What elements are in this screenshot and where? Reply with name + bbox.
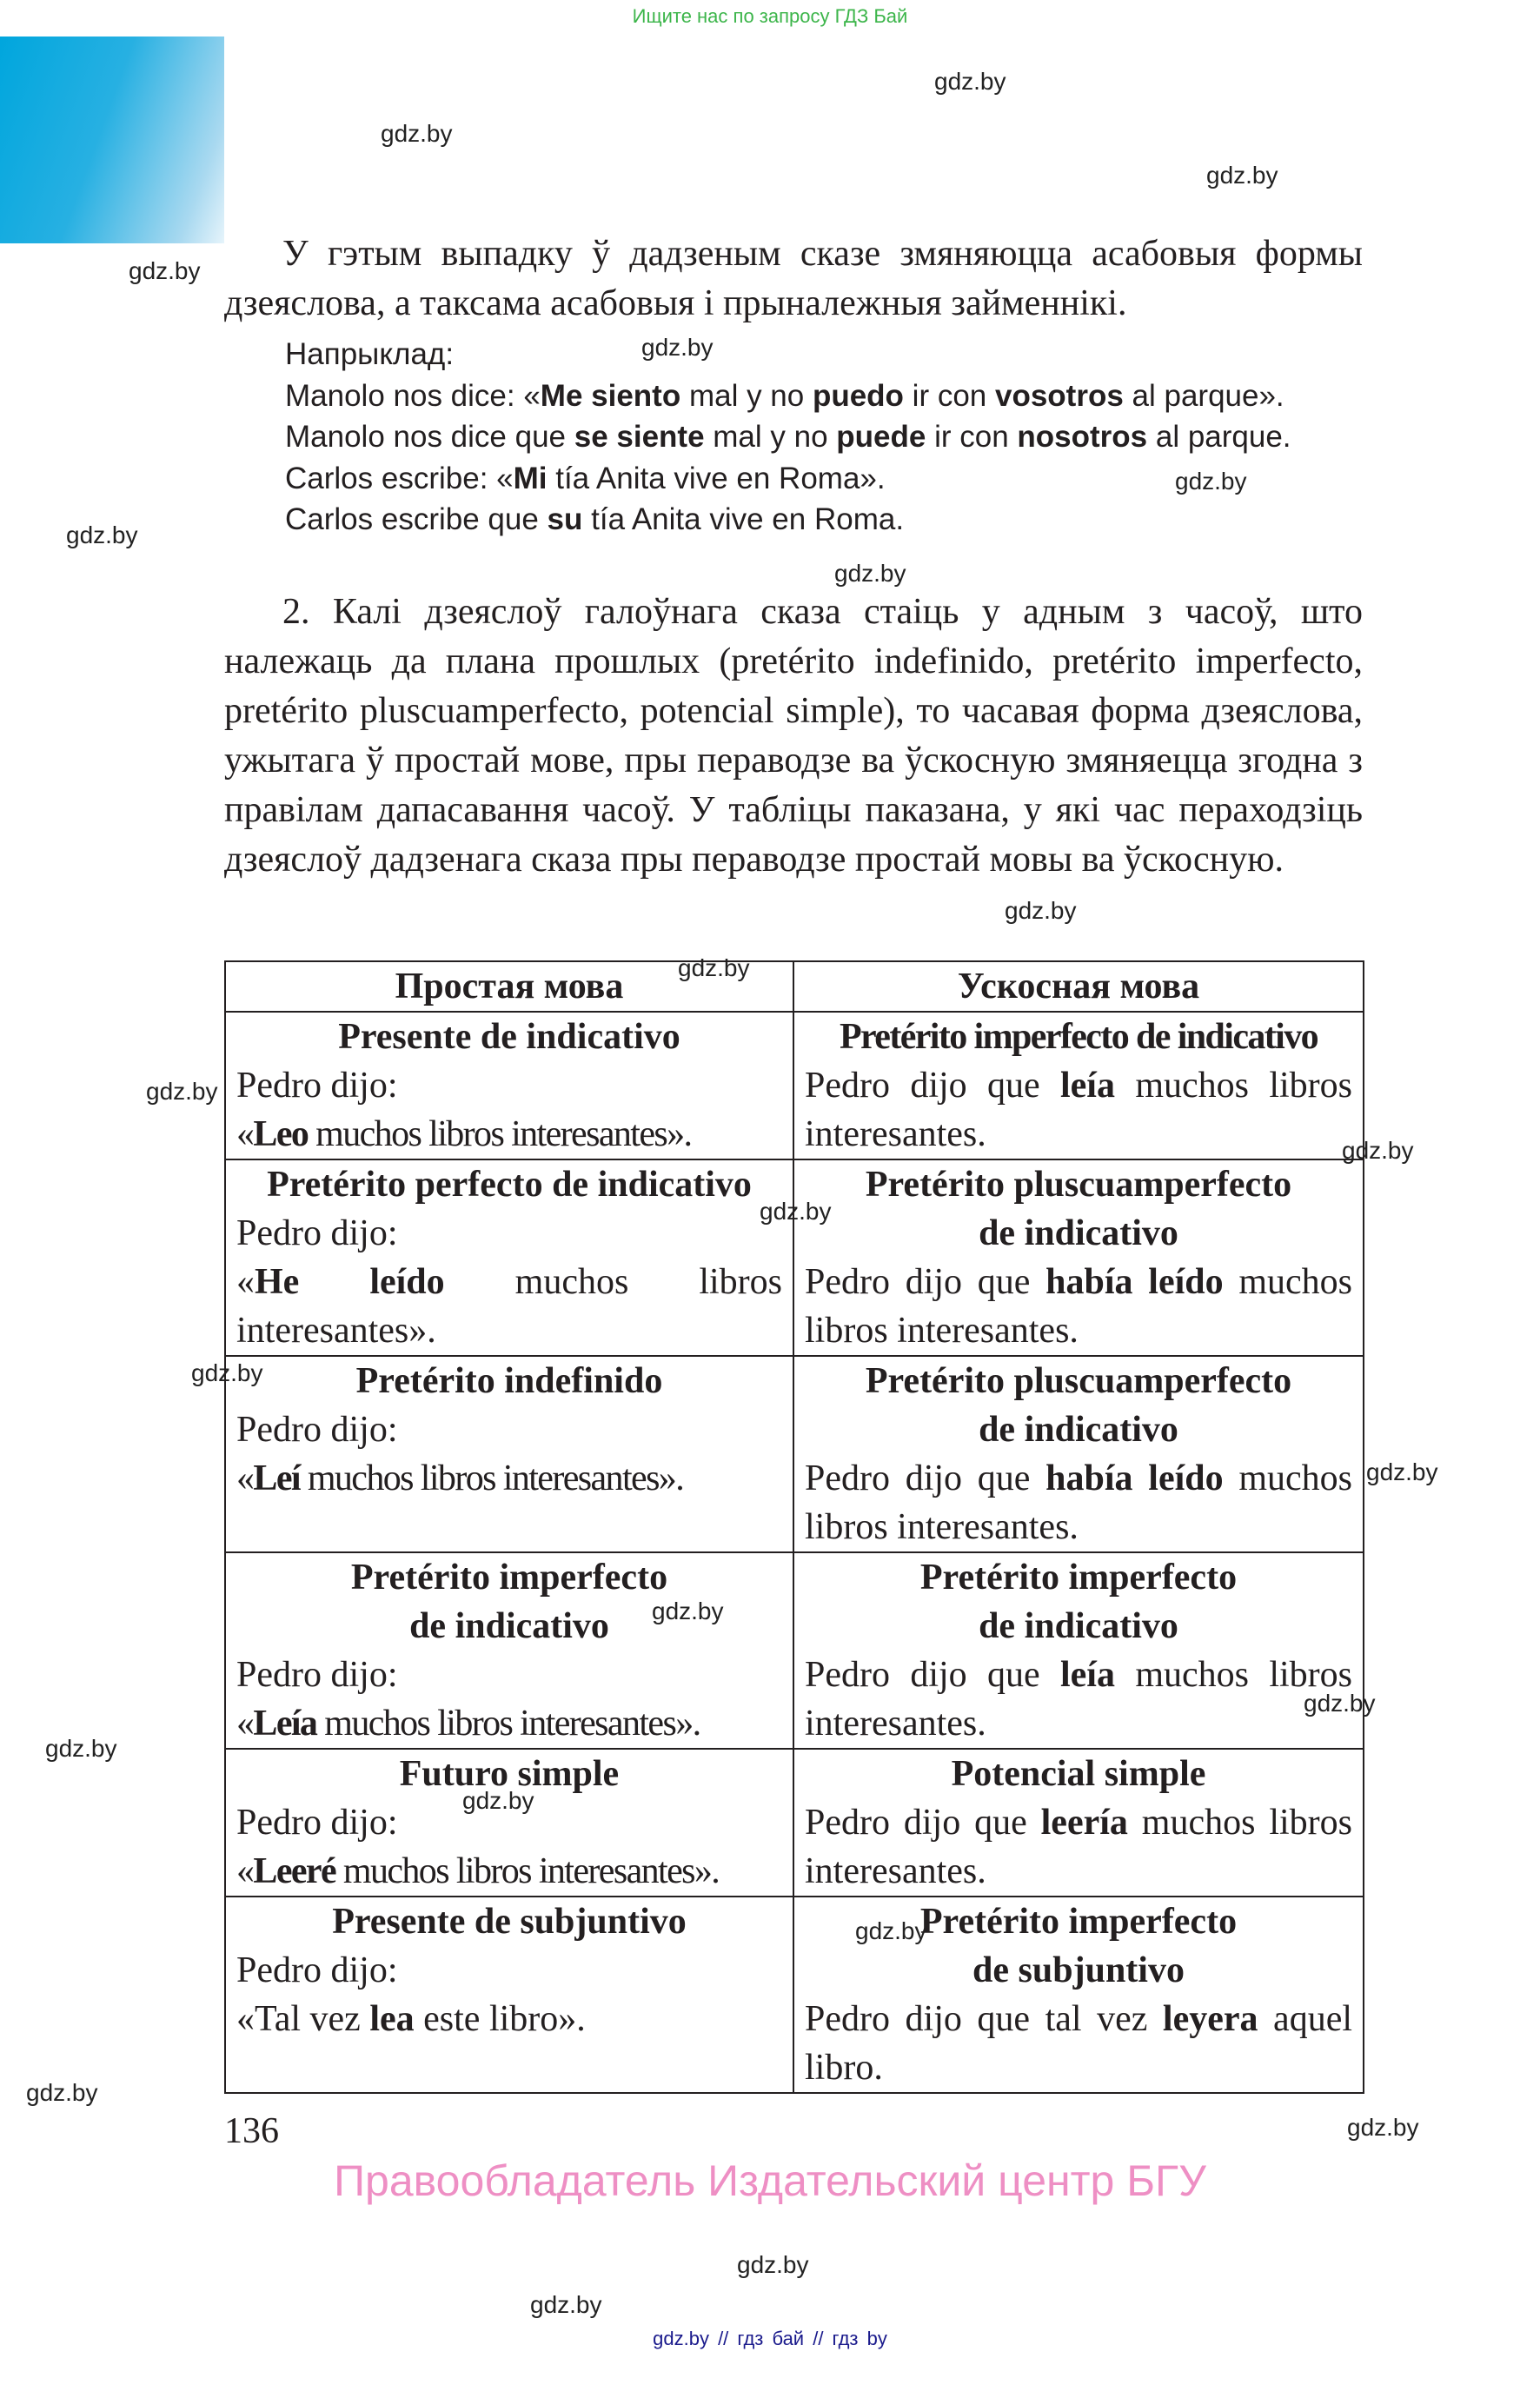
watermark: gdz.by — [191, 1359, 263, 1386]
intro-paragraph: У гэтым выпадку ў дадзеным сказе змяняюцца асабовыя формы дзеяслова, а таксама асабовыя і прыналежныя займеннікі. — [224, 234, 1363, 323]
direct-quote: «Leía muchos libros interesantes». — [236, 1704, 700, 1744]
table-row — [225, 1356, 1364, 1552]
direct-speech-cell — [225, 1552, 793, 1749]
watermark: gdz.by — [66, 522, 138, 548]
speaker-line: Pedro dijo: — [236, 1410, 398, 1450]
page-number: 136 — [224, 2111, 279, 2151]
watermark: gdz.by — [652, 1598, 724, 1624]
indirect-speech-cell — [793, 1749, 1364, 1897]
watermark: gdz.by — [381, 120, 453, 147]
table-body — [225, 1012, 1364, 2093]
example-line: Carlos escribe que su tía Anita vive en Roma. — [285, 502, 905, 536]
tense-name: de subjuntivo — [972, 1950, 1185, 1990]
rule-2-paragraph: 2. Калі дзеяслоў галоўнага сказа стаіць у адным з часоў, што належаць да плана прошлых (pretérito indefinido, pretérito imperfecto, pretérito pluscuamperfecto, potencial simple), то часавая форма дзеяслова, ужытага ў простай мове, пры пераводзе ва ўскосную змяняецца згодна з правілам дапасавання часоў. У табліцы паказана, у які час пераходзіць дзеяслоў дадзенага сказа пры пераводзе простай мовы ва ўскосную. — [224, 592, 1363, 880]
watermark: gdz.by — [1342, 1137, 1414, 1164]
tense-name: de indicativo — [409, 1606, 609, 1646]
table-row — [225, 1012, 1364, 1159]
watermark: gdz.by — [462, 1787, 534, 1814]
watermark: gdz.by — [1304, 1690, 1376, 1717]
indirect-sentence: Pedro dijo que había leído muchos libros interesantes. — [805, 1262, 1352, 1351]
tense-name: Pretérito pluscuamperfecto — [865, 1361, 1292, 1401]
indirect-sentence: Pedro dijo que leía muchos libros interesantes. — [805, 1655, 1352, 1744]
watermark: gdz.by — [530, 2291, 602, 2318]
tense-table — [224, 960, 1364, 2094]
rule-2-block — [224, 588, 1363, 885]
indirect-speech-cell — [793, 1552, 1364, 1749]
table-row — [225, 1552, 1364, 1749]
example-label: Напрыклад: — [285, 337, 455, 371]
direct-quote: «He leído muchos libros interesantes». — [236, 1262, 782, 1351]
watermark: gdz.by — [737, 2251, 809, 2278]
tense-name: de indicativo — [979, 1606, 1178, 1646]
tense-name: Pretérito perfecto de indicativo — [267, 1165, 752, 1205]
direct-speech-cell — [225, 1749, 793, 1897]
column-header-direct-speech: Простая мова — [225, 961, 793, 1012]
tense-name: Futuro simple — [399, 1754, 620, 1794]
direct-quote: «Leí muchos libros interesantes». — [236, 1458, 684, 1498]
tense-name: Pretérito indefinido — [355, 1361, 663, 1401]
tense-name: de indicativo — [979, 1213, 1178, 1253]
example-line: Manolo nos dice que se siente mal y no puede ir con nosotros al parque. — [285, 420, 1291, 454]
watermark: gdz.by — [1175, 468, 1247, 495]
watermark: gdz.by — [641, 334, 714, 361]
example-line: Manolo nos dice: «Me siento mal y no puedo ir con vosotros al parque». — [285, 378, 1284, 413]
direct-speech-cell — [225, 1159, 793, 1356]
tense-name: Pretérito imperfecto — [350, 1558, 668, 1598]
speaker-line: Pedro dijo: — [236, 1655, 398, 1695]
watermark: gdz.by — [45, 1735, 117, 1762]
tense-name: Presente de indicativo — [338, 1017, 680, 1057]
speaker-line: Pedro dijo: — [236, 1066, 398, 1106]
watermark: gdz.by — [1206, 162, 1278, 189]
indirect-speech-cell — [793, 1159, 1364, 1356]
watermark: gdz.by — [129, 257, 201, 284]
tense-name: de indicativo — [979, 1410, 1178, 1450]
tense-name: Pretérito imperfecto — [919, 1558, 1238, 1598]
direct-speech-cell — [225, 1012, 793, 1159]
watermark: gdz.by — [1347, 2114, 1419, 2141]
indirect-sentence: Pedro dijo que había leído muchos libros interesantes. — [805, 1458, 1352, 1547]
speaker-line: Pedro dijo: — [236, 1803, 398, 1843]
table-row — [225, 1897, 1364, 2093]
tense-name: Pretérito imperfecto de indicativo — [839, 1017, 1318, 1057]
indirect-sentence: Pedro dijo que tal vez leyera aquel libro. — [805, 1999, 1353, 2088]
direct-quote: «Leeré muchos libros interesantes». — [236, 1851, 720, 1891]
direct-quote: «Leo muchos libros interesantes». — [236, 1114, 692, 1154]
watermark: gdz.by — [760, 1198, 832, 1225]
watermark: gdz.by — [26, 2079, 98, 2106]
table-row — [225, 1749, 1364, 1897]
watermark: gdz.by — [1005, 897, 1077, 924]
indirect-sentence: Pedro dijo que leería muchos libros interesantes. — [805, 1803, 1353, 1891]
table-row — [225, 1159, 1364, 1356]
indirect-speech-cell — [793, 1012, 1364, 1159]
watermark: gdz.by — [678, 954, 750, 981]
tense-name: Presente de subjuntivo — [332, 1902, 687, 1942]
copyright-notice: Правообладатель Издательский центр БГУ — [334, 2156, 1206, 2205]
watermark: gdz.by — [855, 1917, 927, 1944]
watermark: gdz.by — [834, 560, 906, 587]
indirect-speech-cell — [793, 1897, 1364, 2093]
speaker-line: Pedro dijo: — [236, 1213, 398, 1253]
direct-speech-cell — [225, 1356, 793, 1552]
example-line: Carlos escribe: «Mi tía Anita vive en Roma». — [285, 461, 886, 495]
top-banner: Ищите нас по запросу ГДЗ Бай — [632, 5, 908, 27]
speaker-line: Pedro dijo: — [236, 1950, 398, 1990]
watermark: gdz.by — [146, 1078, 218, 1105]
footer-links: gdz.by // гдз бай // гдз by — [653, 2328, 887, 2349]
watermark: gdz.by — [1366, 1458, 1438, 1485]
column-header-indirect-speech: Ускосная мова — [793, 961, 1364, 1012]
watermark: gdz.by — [934, 68, 1006, 95]
table-header-row — [225, 961, 1364, 1012]
tense-name: Pretérito imperfecto — [919, 1902, 1238, 1942]
direct-quote: «Tal vez lea este libro». — [236, 1999, 586, 2039]
tense-name: Potencial simple — [951, 1754, 1206, 1794]
intro-paragraph-block — [224, 229, 1363, 329]
indirect-speech-cell — [793, 1356, 1364, 1552]
direct-speech-cell — [225, 1897, 793, 2093]
indirect-sentence: Pedro dijo que leía muchos libros interesantes. — [805, 1066, 1352, 1154]
tense-name: Pretérito pluscuamperfecto — [865, 1165, 1292, 1205]
examples-block — [285, 334, 1291, 541]
corner-color-block — [0, 37, 224, 243]
